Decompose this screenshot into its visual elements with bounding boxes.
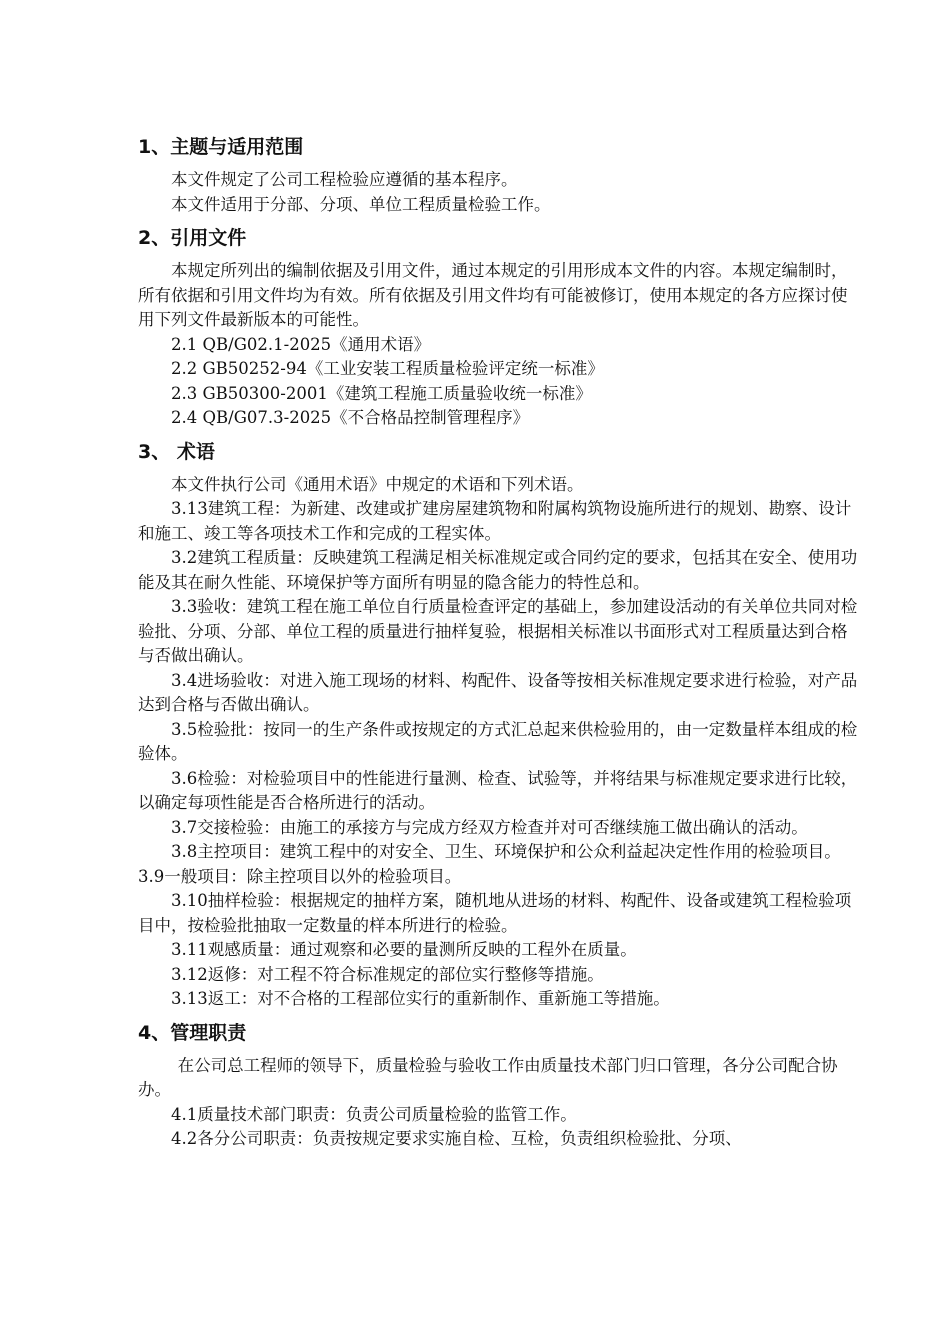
paragraph: 4.2各分公司职责：负责按规定要求实施自检、互检，负责组织检验批、分项、: [171, 1129, 742, 1148]
paragraph: 在公司总工程师的领导下，质量检验与验收工作由质量技术部门归口管理，各分公司配合协办。: [138, 1055, 838, 1099]
reference-item: 2.1 QB/G02.1-2025《通用术语》: [171, 334, 431, 354]
reference-item: 2.3 GB50300-2001《建筑工程施工质量验收统一标准》: [171, 383, 592, 403]
term-definition: 3.13返工：对不合格的工程部位实行的重新制作、重新施工等措施。: [171, 989, 670, 1008]
term-definition: 3.11观感质量：通过观察和必要的量测所反映的工程外在质量。: [171, 940, 637, 959]
term-definition: 3.7交接检验：由施工的承接方与完成方经双方检查并对可否继续施工做出确认的活动。: [171, 817, 808, 837]
paragraph: 本规定所列出的编制依据及引用文件，通过本规定的引用形成本文件的内容。本规定编制时，所有依据和引用文件均为有效。所有依据及引用文件均有可能被修订，使用本规定的各方应探讨使用下列文件最新版本的可能性。: [138, 261, 848, 329]
term-definition: 3.9一般项目：除主控项目以外的检验项目。: [138, 866, 462, 886]
section-heading: 4、管理职责: [138, 1021, 247, 1044]
term-definition: 3.2建筑工程质量：反映建筑工程满足相关标准规定或合同约定的要求，包括其在安全、使用功能及其在耐久性能、环境保护等方面所有明显的隐含能力的特性总和。: [138, 548, 858, 592]
reference-item: 2.2 GB50252-94《工业安装工程质量检验评定统一标准》: [171, 359, 604, 378]
section-4: [138, 1014, 863, 1152]
term-definition: 3.8主控项目：建筑工程中的对安全、卫生、环境保护和公众利益起决定性作用的检验项目。: [171, 842, 841, 861]
term-definition: 3.13建筑工程：为新建、改建或扩建房屋建筑物和附属构筑物设施所进行的规划、勘察、设计和施工、竣工等各项技术工作和完成的工程实体。: [138, 499, 852, 543]
term-definition: 3.3验收：建筑工程在施工单位自行质量检查评定的基础上，参加建设活动的有关单位共同对检验批、分项、分部、单位工程的质量进行抽样复验，根据相关标准以书面形式对工程质量达到合格与否做出确认。: [138, 597, 858, 665]
term-definition: 3.4进场验收：对进入施工现场的材料、构配件、设备等按相关标准规定要求进行检验，对产品达到合格与否做出确认。: [138, 670, 858, 714]
paragraph: 本文件规定了公司工程检验应遵循的基本程序。: [171, 170, 518, 189]
term-definition: 3.6检验：对检验项目中的性能进行量测、检查、试验等，并将结果与标准规定要求进行比较，以确定每项性能是否合格所进行的活动。: [138, 768, 858, 812]
section-heading: 2、引用文件: [138, 227, 247, 249]
term-definition: 3.10抽样检验：根据规定的抽样方案，随机地从进场的材料、构配件、设备或建筑工程检验项目中，按检验批抽取一定数量的样本所进行的检验。: [138, 891, 852, 935]
paragraph: 本文件执行公司《通用术语》中规定的术语和下列术语。: [171, 474, 584, 494]
section-1: [138, 128, 863, 217]
section-2: [138, 219, 863, 431]
reference-item: 2.4 QB/G07.3-2025《不合格品控制管理程序》: [171, 408, 530, 427]
paragraph: 4.1质量技术部门职责：负责公司质量检验的监管工作。: [171, 1104, 577, 1124]
term-definition: 3.12返修：对工程不符合标准规定的部位实行整修等措施。: [171, 964, 604, 984]
term-definition: 3.5检验批：按同一的生产条件或按规定的方式汇总起来供检验用的，由一定数量样本组成的检验体。: [138, 719, 858, 763]
document-body: [138, 128, 863, 1154]
section-heading: 3、 术语: [138, 440, 215, 463]
section-heading: 1、主题与适用范围: [138, 136, 304, 158]
section-3: [138, 433, 863, 1012]
paragraph: 本文件适用于分部、分项、单位工程质量检验工作。: [171, 194, 551, 214]
